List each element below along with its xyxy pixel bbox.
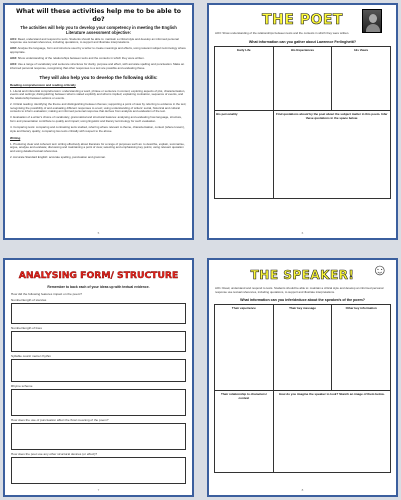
cell-relationship[interactable]: Their relationship to characters/ context (215, 391, 274, 473)
form-prompt: Number/length of stanzas (11, 298, 47, 302)
answer-box[interactable] (11, 423, 186, 450)
form-prompt: How did the following features impact on the poem? (11, 292, 83, 296)
poet-banner: THE POET (262, 12, 343, 28)
ao3-paragraph: AO3: Show understanding of the relationships between texts and the contexts in which they were written. (10, 55, 145, 60)
cell-personality[interactable]: His personality (215, 110, 274, 198)
page-subheading: The activities will help you to develop your competency in meeting the English Literature assessment objective: (20, 25, 177, 35)
answer-box[interactable] (11, 457, 186, 484)
reading-label: Reading comprehension and reading critically (10, 83, 76, 88)
cell-key-message[interactable]: Their key message (273, 305, 332, 391)
speaker-grid (214, 304, 391, 473)
worksheet-page-poet (207, 3, 398, 240)
reading-item: 1. Literal and inferential comprehension: understanding a word, phrase or sentence in context; exploring aspects of plot, characterisation, events and settings; distinguishing between what is stated explicitly and what is implied; explaining motivation, sequence of events, and the relationship between actions or events. (10, 88, 186, 100)
poet-grid (214, 46, 391, 199)
worksheet-page-form (3, 258, 194, 497)
form-prompt: How does the use of punctuation affect the flow/ meaning of the poem? (11, 418, 109, 422)
speaker-sketch-icon: ☺ (371, 262, 388, 279)
ao2-paragraph: AO2: Analyse the language, form and structure used by a writer to create meanings and effects, using relevant subject terminology where appropriate. (10, 46, 186, 54)
writing-label: Writing (10, 136, 21, 141)
speaker-banner: THE SPEAKER! (250, 268, 355, 282)
poet-question: What information can you gather about Lawrence Ferlinghetti? (248, 39, 357, 44)
reading-item: 3. Evaluation of a writer's choice of vocabulary, grammatical and structural features: analysing and evaluating how language, structure, form and presentation contribute to quality and impact; using linguistic and literary terminology for such evaluation. (10, 115, 182, 123)
skills-heading: They will also help you to develop the following skills: (39, 75, 158, 81)
cell-views[interactable]: His Views (332, 46, 391, 110)
form-prompt: Syllable count/ metre/ rhythm (11, 354, 52, 358)
cell-other-info[interactable]: Other key information (332, 305, 391, 391)
form-banner: ANALYSING FORM/ STRUCTURE (18, 270, 179, 281)
answer-box[interactable] (11, 303, 186, 324)
ao3-note: AO3: Show understanding of the relationships between texts and the contexts in which they were written. (215, 31, 350, 35)
writing-item: 2. Accurate Standard English: accurate spelling, punctuation and grammar. (10, 154, 106, 159)
form-prompt: How does the poet use any other structural devices (or effect)? (11, 452, 98, 456)
cell-early-life[interactable]: Early Life (215, 46, 274, 110)
page-number: 8 (301, 488, 304, 492)
page-number: 6 (301, 231, 304, 235)
page-number: 5 (97, 231, 100, 235)
ao4-paragraph: AO4: Use a range of vocabulary and sentence structures for clarity, purpose and effect, with accurate spelling and punctuation. Make an informed personal response, recognising that other responses to a text are possible and evaluating these. (10, 61, 185, 70)
reading-item: 4. Comparing texts: comparing and contrasting texts studied, referring where relevant to theme, characterisation, context (where known), style and literary quality; comparing two texts critically with respect to the above. (10, 124, 185, 133)
page-number: 7 (97, 488, 100, 492)
page-heading: What will these activities help me to be able to do? (15, 8, 182, 23)
cell-experience[interactable]: Their experience (215, 305, 274, 391)
reading-item: 2. Critical reading: identifying the theme and distinguishing between themes; supporting a point of view by referring to evidence in the text; recognising the possibility of and evaluating different responses to a text; using understanding of writers' social, historical and cultural contexts to inform evaluation; making an informed personal response that derives from analysis and evaluation of the text. (10, 101, 187, 114)
form-prompt: Rhyme scheme (11, 384, 33, 388)
worksheet-page-objectives (3, 3, 194, 240)
form-intro: Remember to back each of your ideas up with textual evidence. (47, 285, 150, 289)
answer-box[interactable] (11, 359, 186, 382)
cell-quotations[interactable]: Find quotations about/ by the poet about the subject matter in this poem. Infer these quotations in the space below. (273, 110, 390, 198)
ao1-note: AO1: Read, understand and respond to texts. Students should be able to: maintain a critical style and develop an informed personal response use textual references, including quotations, to support and illustrate interpretations. (215, 286, 384, 294)
writing-item: 1. Producing clear and coherent text: writing effectively about literature for a range of purposes such as: to describe, explain, summarise, argue, analyse and evaluate; discussing and maintaining a point of view; selecting and emphasising key points; using relevant quotation and using detailed textual references. (10, 141, 185, 153)
cell-sketch[interactable]: How do you imagine the speaker to look? Sketch an image of them below. (273, 391, 390, 473)
answer-box[interactable] (11, 331, 186, 352)
answer-box[interactable] (11, 389, 186, 416)
cell-experiences[interactable]: His Experiences (273, 46, 332, 110)
speaker-question: What information can you infer/deduce about the speaker/s of the poem? (240, 298, 365, 303)
form-prompt: Number/length of lines (11, 326, 42, 330)
ao1-paragraph: AO1: Read, understand and respond to texts. Students should be able to: maintain a critical style and develop an informed personal response use textual references, including quotations, to support and illustrate interpretations. (10, 36, 179, 45)
worksheet-page-speaker (207, 258, 398, 497)
poet-portrait-icon (362, 9, 382, 33)
